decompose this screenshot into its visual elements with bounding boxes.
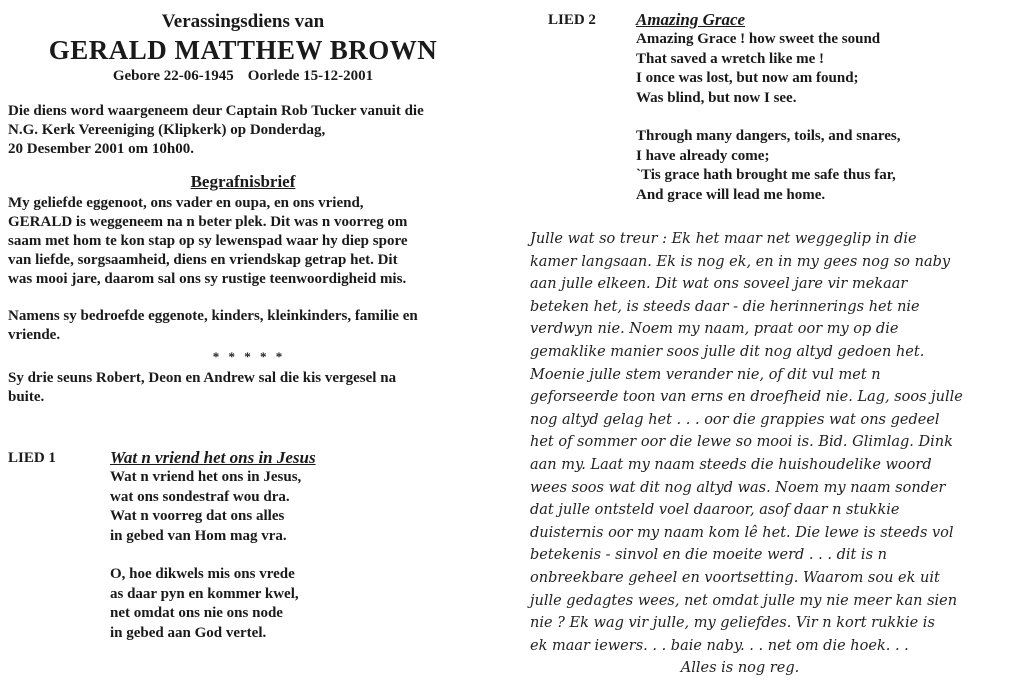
verse-line: Wat n voorreg dat ons alles: [110, 508, 285, 524]
hymn-1-verse-1: [110, 468, 478, 546]
poem-line: geforseerde toon van erns en droefheid nie. Lag, soos julle: [530, 389, 963, 406]
poem-line: aan my. Laat my naam steeds die huishoudelike woord: [530, 456, 932, 473]
poem-line: Moenie julle stem verander nie, of dit vul met n: [530, 366, 881, 383]
hymn-2-body: [636, 10, 1018, 205]
signature-line: vriende.: [8, 327, 61, 343]
poem-line: nog altyd gelag het . . . oor die grappies wat ons gedeel: [530, 411, 940, 428]
poem-line: ek maar iewers. . . baie naby. . . net om die hoek. . .: [530, 637, 909, 654]
verse-line: wat ons sondestraf wou dra.: [110, 488, 290, 505]
verse-line: Was blind, but now I see.: [636, 89, 797, 106]
letter-line: GERALD is weggeneem na n beter plek. Dit was n voorreg om: [8, 214, 408, 230]
verse-line: in gebed van Hom mag vra.: [110, 527, 287, 544]
pallbearers-note: [8, 369, 478, 407]
poem-line: verdwyn nie. Noem my naam, praat oor my op die: [530, 321, 899, 338]
verse-line: I once was lost, but now am found;: [636, 70, 859, 86]
verse-line: as daar pyn en kommer kwel,: [110, 585, 299, 602]
hymn-2-label: LIED 2: [548, 12, 596, 28]
poem-line: dat julle ontsteld voel daaroor, asof daar n stukkie: [530, 502, 900, 519]
signature-line: Namens sy bedroefde eggenote, kinders, kleinkinders, familie en: [8, 308, 418, 324]
hymn-1: [8, 448, 478, 643]
poem-closing: Alles is nog reg.: [680, 660, 800, 677]
hymn-2-title: Amazing Grace: [636, 10, 746, 29]
pallbearers-line: Sy drie seuns Robert, Deon en Andrew sal die kis vergesel na: [8, 370, 397, 386]
hymn-1-verse-2: [110, 565, 478, 643]
verse-line: And grace will lead me home.: [636, 186, 826, 203]
poem-line: duisternis oor my naam kom lê het. Die lewe is steeds vol: [530, 524, 954, 541]
verse-line: Through many dangers, toils, and snares,: [636, 128, 901, 144]
poem-line: wees soos wat dit nog altyd was. Noem my naam sonder: [530, 479, 946, 496]
left-column: [8, 10, 478, 641]
poem-line: Julle wat so treur : Ek het maar net weggeglip in die: [530, 231, 917, 247]
death-date: Oorlede 15-12-2001: [247, 68, 374, 84]
hymn-2-verse-1: [636, 30, 1018, 108]
verse-line: `Tis grace hath brought me safe thus far,: [636, 167, 896, 183]
poem-line: beteken het, is steeds daar - die herinnerings het nie: [530, 298, 920, 315]
service-intro: [8, 102, 478, 159]
hymn-1-body: [110, 448, 478, 643]
letter-line: My geliefde eggenoot, ons vader en oupa, en ons vriend,: [8, 195, 364, 211]
letter-line: van liefde, sorgsaamheid, diens en vriendskap getrap het. Dit: [8, 252, 398, 268]
farewell-poem: [530, 228, 1020, 680]
verse-line: O, hoe dikwels mis ons vrede: [110, 566, 295, 582]
service-heading: Verassingsdiens van: [161, 11, 325, 32]
intro-line: 20 Desember 2001 om 10h00.: [8, 141, 194, 157]
deceased-name: GERALD MATTHEW BROWN: [48, 35, 438, 65]
poem-line: nie ? Ek wag vir julle, my geliefdes. Vir n kort rukkie is: [530, 615, 935, 632]
verse-line: That saved a wretch like me !: [636, 50, 825, 67]
letter-line: saam met hom te kon stap op sy lewenspad waar hy diep spore: [8, 233, 408, 249]
family-signature: [8, 307, 478, 345]
hymn-2-verse-2: [636, 127, 1018, 205]
poem-line: aan julle elkeen. Dit wat ons soveel jare vir mekaar: [530, 276, 908, 293]
poem-line: het of sommer oor die lewe so mooi is. Bid. Glimlag. Dink: [530, 434, 953, 451]
poem-line: julle gedagtes wees, net omdat julle my nie meer kan sien: [530, 592, 958, 609]
life-dates: [8, 66, 478, 86]
letter-title: Begrafnisbrief: [190, 172, 296, 191]
intro-line: N.G. Kerk Vereeniging (Klipkerk) op Donderdag,: [8, 122, 326, 138]
verse-line: I have already come;: [636, 147, 770, 164]
letter-line: was mooi jare, daarom sal ons sy rustige teenwoordigheid mis.: [8, 271, 407, 287]
pallbearers-line: buite.: [8, 389, 45, 405]
divider-stars: * * * * *: [212, 349, 286, 364]
hymn-1-label: LIED 1: [8, 450, 56, 466]
hymn-2: [548, 10, 1018, 205]
verse-line: Amazing Grace ! how sweet the sound: [636, 31, 881, 47]
poem-line: betekenis - sinvol en die moeite werd . . . dit is n: [530, 547, 887, 564]
intro-line: Die diens word waargeneem deur Captain Rob Tucker vanuit die: [8, 103, 424, 119]
letter-body: [8, 194, 478, 289]
poem-line: kamer langsaan. Ek is nog ek, en in my gees nog so naby: [530, 253, 951, 270]
hymn-1-title: Wat n vriend het ons in Jesus: [110, 448, 316, 467]
poem-line: gemaklike manier soos julle dit nog altyd gedoen het.: [530, 343, 925, 360]
birth-date: Gebore 22-06-1945: [112, 68, 234, 84]
verse-line: in gebed aan God vertel.: [110, 624, 267, 641]
poem-line: onbreekbare geheel en voortsetting. Waarom sou ek uit: [530, 569, 940, 586]
verse-line: Wat n vriend het ons in Jesus,: [110, 469, 302, 485]
verse-line: net omdat ons nie ons node: [110, 605, 283, 621]
